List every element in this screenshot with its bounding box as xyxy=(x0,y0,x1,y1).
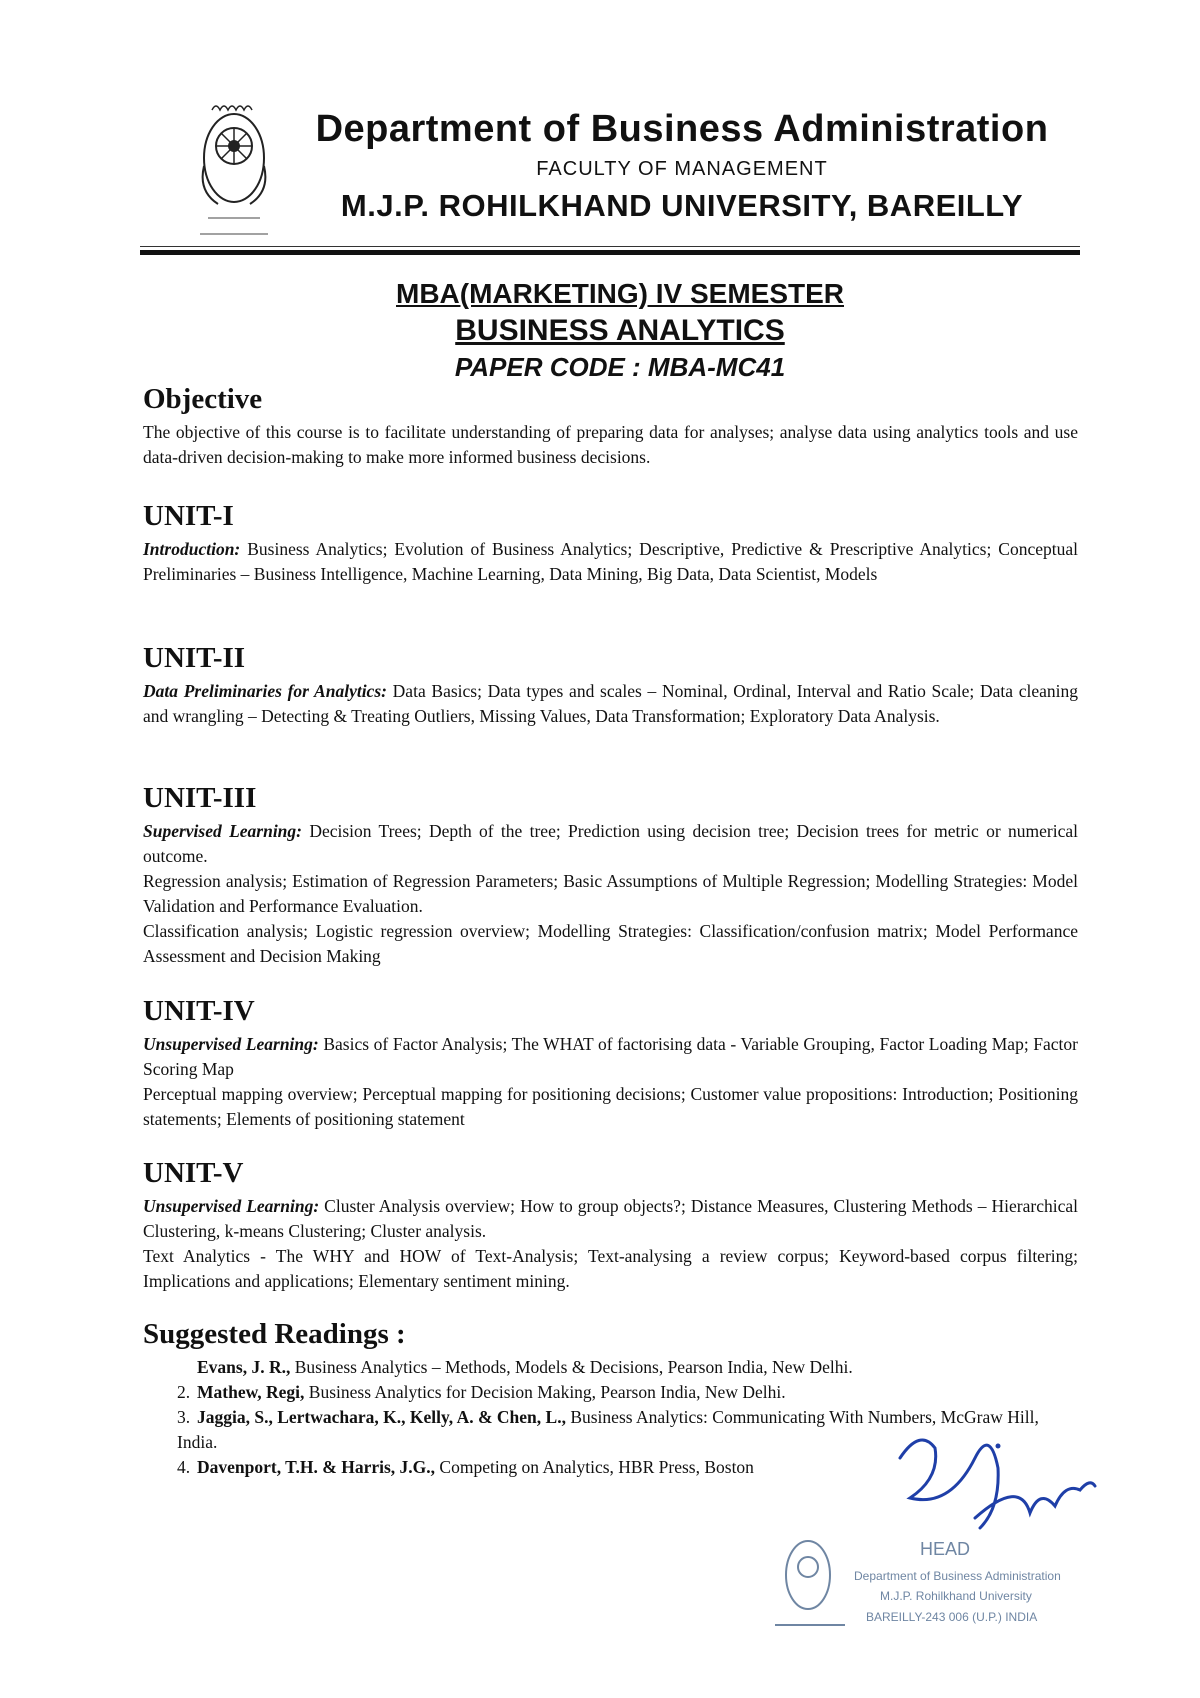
reading-number: 4. xyxy=(177,1457,191,1477)
reading-title: Business Analytics for Decision Making, Pearson India, New Delhi. xyxy=(304,1382,786,1402)
unit-topic-lead: Supervised Learning: xyxy=(143,821,302,841)
reading-item xyxy=(177,1355,1078,1380)
unit-text-extra: Regression analysis; Estimation of Regression Parameters; Basic Assumptions of Multiple Regression; Modelling Strategies: Model Validation and Performance Evaluation. xyxy=(143,871,1078,916)
objective-section xyxy=(143,383,1078,470)
unit-topic-text: Cluster Analysis overview; How to group objects?; Distance Measures, Clustering Methods – Hierarchical Clustering, k-means Clustering; Cluster analysis. xyxy=(143,1196,1079,1241)
unit-text xyxy=(143,1032,1078,1082)
unit-heading: UNIT-III xyxy=(143,782,257,814)
paper-code: PAPER CODE : MBA-MC41 xyxy=(454,352,786,382)
reading-author: Mathew, Regi, xyxy=(197,1382,305,1402)
unit-heading: UNIT-V xyxy=(143,1157,244,1189)
program-title: MBA(MARKETING) IV SEMESTER xyxy=(396,278,844,309)
unit-topic-text: Decision Trees; Depth of the tree; Prediction using decision tree; Decision trees for metric or numerical outcome. xyxy=(143,821,1078,866)
reading-author: Davenport, T.H. & Harris, J.G., xyxy=(197,1457,436,1477)
department-stamp-icon xyxy=(770,1525,1090,1645)
unit-5-section xyxy=(143,1157,1078,1294)
unit-3-section xyxy=(143,782,1078,969)
reading-item xyxy=(177,1380,1078,1405)
readings-heading: Suggested Readings : xyxy=(143,1318,406,1350)
header-divider xyxy=(140,250,1080,255)
reading-number: 3. xyxy=(177,1407,191,1427)
unit-topic-text: Basics of Factor Analysis; The WHAT of factorising data - Variable Grouping, Factor Loading Map; Factor Scoring Map xyxy=(143,1034,1078,1079)
reading-title: Business Analytics – Methods, Models & Decisions, Pearson India, New Delhi. xyxy=(290,1357,853,1377)
unit-1-section xyxy=(143,500,1078,587)
reading-author: Evans, J. R., xyxy=(197,1357,291,1377)
faculty-name: FACULTY OF MANAGEMENT xyxy=(536,158,828,180)
unit-topic-lead: Data Preliminaries for Analytics: xyxy=(143,681,387,701)
unit-topic-lead: Unsupervised Learning: xyxy=(143,1196,320,1216)
unit-2-section xyxy=(143,642,1078,729)
unit-text xyxy=(143,1194,1078,1244)
unit-topic-lead: Introduction: xyxy=(143,539,241,559)
unit-text xyxy=(143,679,1078,729)
stamp-address: BAREILLY-243 006 (U.P.) INDIA xyxy=(866,1610,1038,1624)
stamp-department: Department of Business Administration xyxy=(854,1569,1061,1583)
unit-topic-lead: Unsupervised Learning: xyxy=(143,1034,319,1054)
header-divider-thin xyxy=(140,246,1080,247)
university-name: M.J.P. ROHILKHAND UNIVERSITY, BAREILLY xyxy=(340,188,1024,223)
unit-text-extra: Perceptual mapping overview; Perceptual mapping for positioning decisions; Customer value propositions: Introduction; Positioning statements; Elements of positioning statement xyxy=(143,1084,1078,1129)
department-name: Department of Business Administration xyxy=(315,108,1049,150)
unit-text xyxy=(143,537,1078,587)
unit-topic-text: Business Analytics; Evolution of Business Analytics; Descriptive, Predictive & Prescriptive Analytics; Conceptual Preliminaries – Business Intelligence, Machine Learning, Data Mining, Big Data, Data Scientist, Models xyxy=(143,539,1078,584)
unit-heading: UNIT-II xyxy=(143,642,246,674)
unit-text-extra: Classification analysis; Logistic regression overview; Modelling Strategies: Classification/confusion matrix; Model Performance Assessment and Decision Making xyxy=(143,921,1078,966)
objective-text: The objective of this course is to facilitate understanding of preparing data for analyses; analyse data using analytics tools and use data-driven decision-making to make more informed business decisions. xyxy=(143,422,1078,467)
stamp-university: M.J.P. Rohilkhand University xyxy=(880,1589,1032,1603)
objective-heading: Objective xyxy=(143,383,263,415)
stamp-head: HEAD xyxy=(920,1539,971,1559)
reading-title: Competing on Analytics, HBR Press, Boston xyxy=(435,1457,754,1477)
unit-topic-text: Data Basics; Data types and scales – Nominal, Ordinal, Interval and Ratio Scale; Data cleaning and wrangling – Detecting & Treating Outliers, Missing Values, Data Transformation; Exploratory Data Analysis. xyxy=(143,681,1078,726)
unit-heading: UNIT-IV xyxy=(143,995,255,1027)
unit-heading: UNIT-I xyxy=(143,500,234,532)
subject-title: BUSINESS ANALYTICS xyxy=(455,314,785,347)
reading-author: Jaggia, S., Lertwachara, K., Kelly, A. & Chen, L., xyxy=(197,1407,566,1427)
reading-number: 2. xyxy=(177,1382,191,1402)
unit-text-extra: Text Analytics - The WHY and HOW of Text-Analysis; Text-analysing a review corpus; Keyword-based corpus filtering; Implications and applications; Elementary sentiment mining. xyxy=(143,1246,1078,1291)
university-emblem-icon xyxy=(178,96,290,244)
reading-title: Business Analytics: Communicating With Numbers, McGraw Hill, India. xyxy=(177,1407,1039,1452)
unit-text xyxy=(143,819,1078,869)
unit-4-section xyxy=(143,995,1078,1132)
